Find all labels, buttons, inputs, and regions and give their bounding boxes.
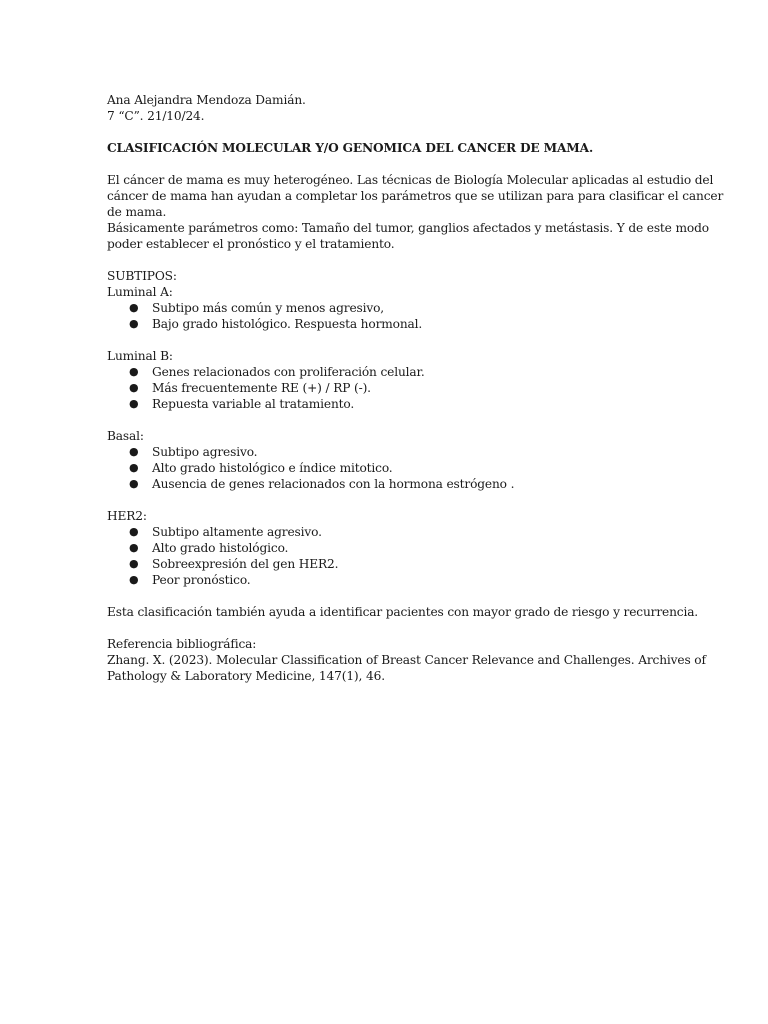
bullet-icon: ● xyxy=(129,477,139,490)
reference-line: Zhang. X. (2023). Molecular Classification of Breast Cancer Relevance and Challenges. Archives of xyxy=(107,653,706,667)
bullet-icon: ● xyxy=(129,301,139,314)
spacer xyxy=(107,620,667,636)
spacer xyxy=(107,156,667,172)
bullet-icon: ● xyxy=(129,317,139,330)
list-item-text: Subtipo agresivo. xyxy=(152,445,258,459)
list-item-text: Repuesta variable al tratamiento. xyxy=(152,397,355,411)
bullet-icon: ● xyxy=(129,573,139,586)
list-item-text: Alto grado histológico e índice mitotico. xyxy=(152,461,393,475)
list-item xyxy=(107,572,667,588)
list-item xyxy=(107,380,667,396)
subtype-list-luminal-b xyxy=(107,364,667,412)
list-item-text: Sobreexpresión del gen HER2. xyxy=(152,557,339,571)
intro-paragraph-2 xyxy=(107,220,709,252)
bullet-icon: ● xyxy=(129,461,139,474)
list-item xyxy=(107,300,667,316)
subtype-list-her2 xyxy=(107,524,667,588)
bullet-icon: ● xyxy=(129,557,139,570)
conclusion-paragraph: Esta clasificación también ayuda a identificar pacientes con mayor grado de riesgo y recurrencia. xyxy=(107,605,699,619)
list-item xyxy=(107,556,667,572)
subtype-label-luminal-a: Luminal A: xyxy=(107,285,173,299)
spacer xyxy=(107,492,667,508)
author-name: Ana Alejandra Mendoza Damián. xyxy=(107,93,306,107)
bullet-icon: ● xyxy=(129,397,139,410)
subtype-label-basal: Basal: xyxy=(107,429,144,443)
text-line: de mama. xyxy=(107,205,167,219)
document-body xyxy=(107,92,724,684)
list-item-text: Genes relacionados con proliferación celular. xyxy=(152,365,425,379)
document-title: CLASIFICACIÓN MOLECULAR Y/O GENOMICA DEL CANCER DE MAMA. xyxy=(107,141,594,155)
list-item-text: Ausencia de genes relacionados con la hormona estrógeno . xyxy=(152,477,515,491)
list-item-text: Subtipo más común y menos agresivo, xyxy=(152,301,385,315)
list-item xyxy=(107,476,667,492)
list-item-text: Bajo grado histológico. Respuesta hormonal. xyxy=(152,317,423,331)
list-item xyxy=(107,316,667,332)
list-item xyxy=(107,364,667,380)
subtype-label-luminal-b: Luminal B: xyxy=(107,349,173,363)
list-item xyxy=(107,396,667,412)
subtype-label-her2: HER2: xyxy=(107,509,147,523)
text-line: El cáncer de mama es muy heterogéneo. Las técnicas de Biología Molecular aplicadas al estudio del xyxy=(107,173,714,187)
text-line: Básicamente parámetros como: Tamaño del tumor, ganglios afectados y metástasis. Y de este modo xyxy=(107,221,709,235)
spacer xyxy=(107,412,667,428)
class-and-date: 7 “C”. 21/10/24. xyxy=(107,109,205,123)
list-item xyxy=(107,444,667,460)
list-item xyxy=(107,460,667,476)
spacer xyxy=(107,588,667,604)
list-item-text: Más frecuentemente RE (+) / RP (-). xyxy=(152,381,371,395)
intro-paragraph-1 xyxy=(107,172,724,220)
list-item-text: Subtipo altamente agresivo. xyxy=(152,525,322,539)
bullet-icon: ● xyxy=(129,541,139,554)
list-item xyxy=(107,524,667,540)
subtypes-heading: SUBTIPOS: xyxy=(107,269,177,283)
subtype-list-basal xyxy=(107,444,667,492)
spacer xyxy=(107,332,667,348)
list-item xyxy=(107,540,667,556)
bullet-icon: ● xyxy=(129,445,139,458)
bullet-icon: ● xyxy=(129,381,139,394)
subtype-list-luminal-a xyxy=(107,300,667,332)
text-line: cáncer de mama han ayudan a completar los parámetros que se utilizan para para clasificar el cancer xyxy=(107,189,724,203)
spacer xyxy=(107,252,667,268)
bullet-icon: ● xyxy=(129,365,139,378)
bullet-icon: ● xyxy=(129,525,139,538)
list-item-text: Alto grado histológico. xyxy=(152,541,289,555)
text-line: poder establecer el pronóstico y el tratamiento. xyxy=(107,237,395,251)
reference-heading: Referencia bibliográfica: xyxy=(107,637,257,651)
list-item-text: Peor pronóstico. xyxy=(152,573,251,587)
reference-line: Pathology & Laboratory Medicine, 147(1), 46. xyxy=(107,669,385,683)
spacer xyxy=(107,124,667,140)
